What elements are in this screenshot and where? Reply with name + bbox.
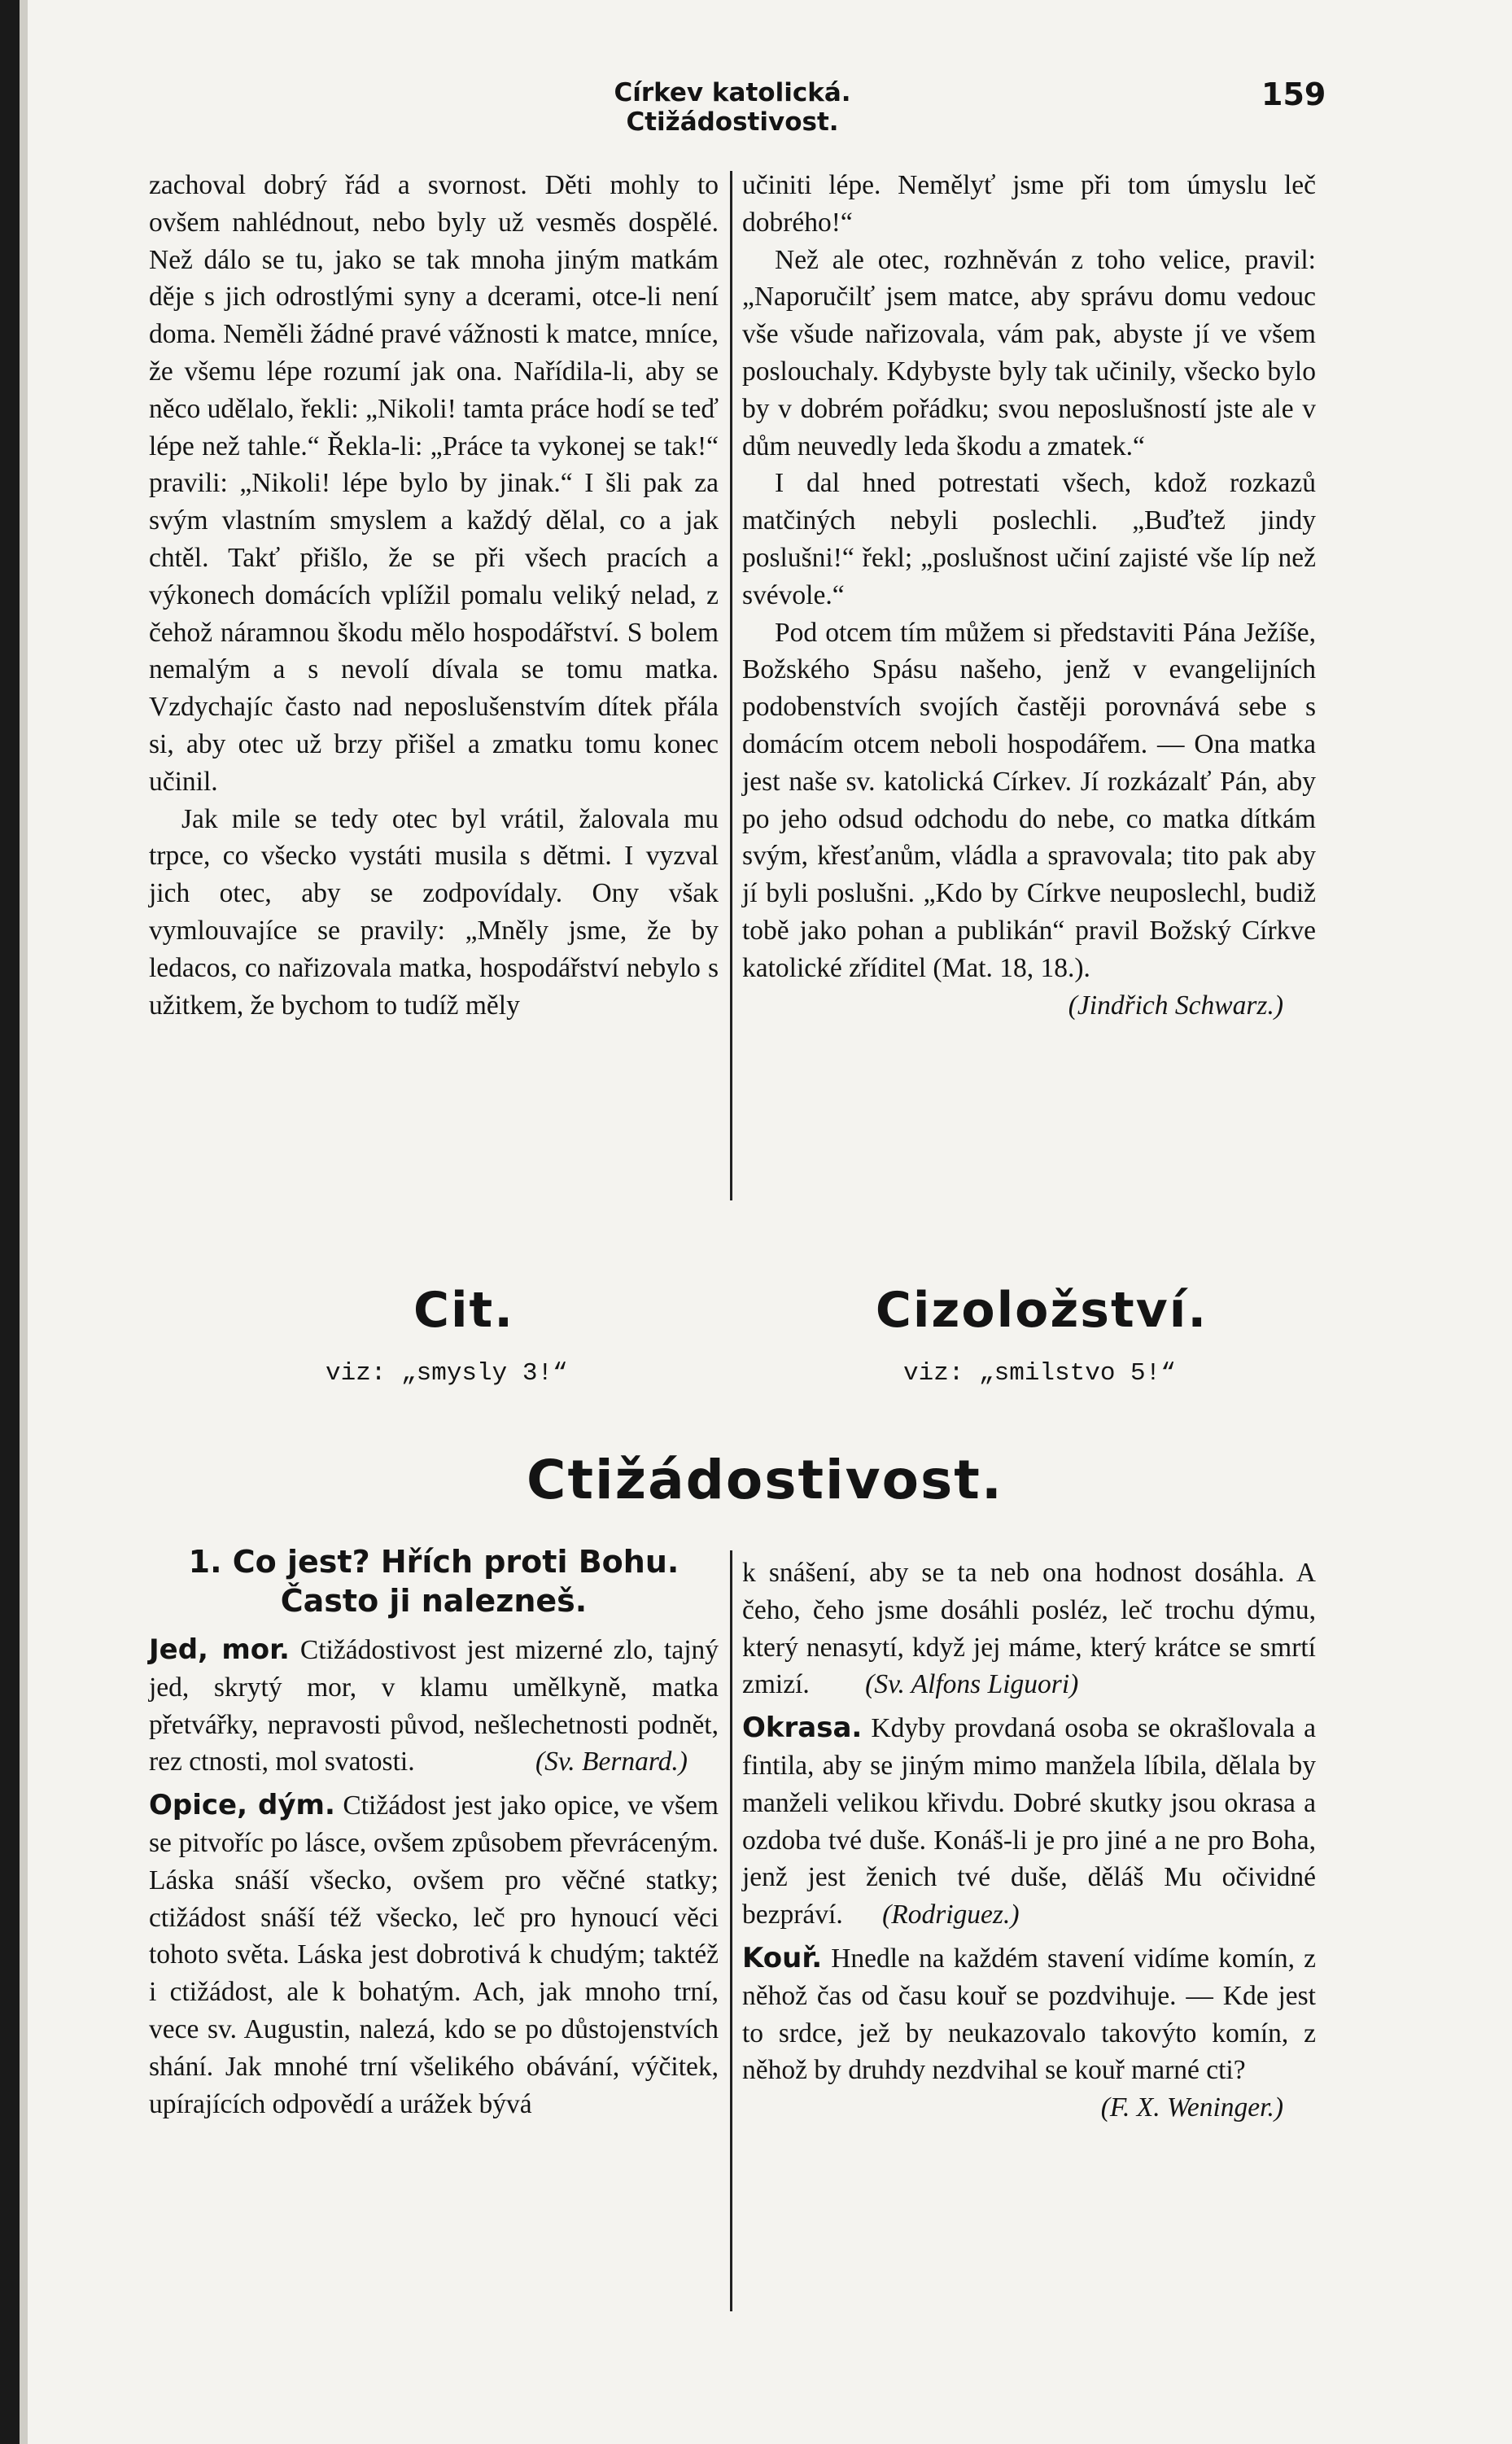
paragraph-text: Kdyby provdaná osoba se okrašlovala a fintila, aby se jiným mimo manžela líbila, dělala by manželi velikou křivdu. Dobré skutky jsou okrasa a ozdoba tvé duše. Konáš-li je pro jiné a ne pro Boha, jenž jest ženich tvé duše, děláš Mu očividné bezpráví.	[742, 1713, 1317, 1930]
keyword: Okrasa.	[742, 1712, 863, 1745]
cross-reference-cizolozstvi: viz: „smilstvo 5!“	[903, 1359, 1176, 1388]
entry-heading-cit: Cit.	[413, 1282, 515, 1339]
paragraph-text: Ctižádostivost jest mizerné zlo, tajný jed, skrytý mor, v klamu umělkyně, matka přetvářky, nepravosti původ, nešlechetnosti podnět, rez ctnosti, mol svatosti.	[149, 1635, 719, 1777]
page-gutter	[20, 0, 28, 2444]
paragraph-text: Ctižádost jest jako opice, ve všem se pitvoříc po lásce, ovšem způsobem převráceným. Láska snáší všecko, ovšem pro věčné statky; ctižádost snáší též všecko, leč pro hynoucí věci tohoto světa. Láska jest dobrotivá k chudým; taktéž i ctižádost, ale k bohatým. Ach, jak mnoho trní, vece sv. Augustin, nalezá, kdo se po důstojenstvích shání. Jak mnohé trní všelikého obávání, výčitek, upírajících odpovědí a urážek bývá	[149, 1790, 719, 2119]
keyword: Opice, dým.	[149, 1789, 335, 1822]
cross-reference-cit: viz: „smysly 3!“	[326, 1359, 568, 1388]
keyword: Jed, mor.	[149, 1633, 290, 1666]
paragraph	[742, 1940, 1316, 2089]
paragraph-text: k snášení, aby se ta neb ona hodnost dosáhla. A čeho, čeho jsme dosáhli posléz, leč trochu dýmu, který nenasytí, když jej máme, který krátce se smrtí zmizí.	[742, 1558, 1316, 1700]
paragraph	[149, 1632, 719, 1781]
paragraph-text: Hnedle na každém stavení vidíme komín, z něhož čas od času kouř se pozdvihuje. — Kde jest to srdce, jež by neukazovalo takovýto komín, z něhož by druhdy nezdvihal se kouř marné cti?	[742, 1943, 1316, 2086]
page-number: 159	[1261, 77, 1326, 112]
column-top-left	[149, 167, 719, 1024]
paragraph	[742, 1554, 1316, 1703]
page-binding-edge	[0, 0, 20, 2444]
paragraph: učiniti lépe. Nemělyť jsme při tom úmyslu leč dobrého!“	[742, 170, 1316, 238]
paragraph: Pod otcem tím můžem si představiti Pána Ježíše, Božského Spásu našeho, jenž v evangelijních podobenstvích svojích častěji porovnává sebe s domácím otcem neboli hospodářem. — Ona matka jest naše sv. katolická Církev. Jí rozkázalť Pán, aby po jeho odsud odchodu do nebe, co matka dítkám svým, křesťanům, vládla a spravovala; tito pak aby jí byli poslušni. „Kdo by Církve neuposlechl, budiž tobě jako pohan a publikán“ pravil Božský Církve katolické zříditel (Mat. 18, 18.).	[742, 617, 1316, 983]
column-bottom-right	[742, 1554, 1316, 2127]
keyword: Kouř.	[742, 1941, 823, 1974]
column-divider	[730, 1550, 732, 2311]
author-signature: (Jindřich Schwarz.)	[1068, 990, 1283, 1021]
entry-heading-ctizadostivost: Ctižádostivost.	[527, 1449, 1003, 1511]
author-signature: (F. X. Weninger.)	[1100, 2092, 1283, 2123]
section-heading	[149, 1542, 719, 1620]
author-signature: (Sv. Bernard.)	[535, 1747, 688, 1777]
paragraph: Jak mile se tedy otec byl vrátil, žalovala mu trpce, co všecko vystáti musila s dětmi. I vyzval jich otec, aby se zodpovídaly. Ony však vymlouvajíce se pravily: „Mněly jsme, že by ledacos, co nařizovala matka, hospodářství nebylo s užitkem, že bychom to tudíž měly	[149, 803, 719, 1021]
entry-heading-cizolozstvi: Cizoložství.	[875, 1282, 1208, 1339]
column-top-right	[742, 167, 1316, 1024]
paragraph	[149, 1787, 719, 2123]
column-bottom-left	[149, 1542, 719, 2123]
column-divider	[730, 171, 732, 1200]
author-signature: (Rodriguez.)	[882, 1900, 1020, 1930]
section-heading-line: Často ji nalezneš.	[280, 1583, 588, 1619]
paragraph: Než ale otec, rozhněván z toho velice, pravil: „Naporučilť jsem matce, aby správu domu vedouc vše všude nařizovala, vám pak, abyste jí ve všem poslouchaly. Kdybyste byly tak učinily, všecko bylo by v dobrém pořádku; svou neposlušností jste ale v dům neuvedly leda škodu a zmatek.“	[742, 244, 1316, 461]
paragraph: zachoval dobrý řád a svornost. Děti mohly to ovšem nahlédnout, nebo byly už vesměs dospělé. Než dálo se tu, jako se tak mnoha jiným matkám děje s jich odrostlými syny a dcerami, otce-li není doma. Neměli žádné pravé vážnosti k matce, mníce, že všemu lépe rozumí jak ona. Nařídila-li, aby se něco udělalo, řekli: „Nikoli! tamta práce hodí se teď lépe než tahle.“ Řekla-li: „Práce ta vykonej se tak!“ pravili: „Nikoli! lépe bylo by jinak.“ I šli pak za svým vlastním smyslem a každý dělal, co a jak chtěl. Takť přišlo, že se při všech pracích a výkonech domácích vplížil pomalu veliký nelad, z čehož náramnou škodu mělo hospodářství. S bolem nemalým a s nevolí dívala se tomu matka. Vzdychajíc často nad neposlušenstvím dítek přála si, aby otec už brzy přišel a zmatku tomu konec učinil.	[149, 170, 719, 797]
paragraph	[742, 1710, 1316, 1934]
section-heading-line: 1. Co jest? Hřích proti Bohu.	[188, 1544, 680, 1580]
author-signature: (Sv. Alfons Liguori)	[865, 1669, 1079, 1700]
running-title: Církev katolická. Ctižádostivost.	[614, 78, 851, 137]
paragraph: I dal hned potrestati všech, kdož rozkazů matčiných nebyli poslechli. „Buďtež jindy poslušni!“ řekl; „poslušnost učiní zajisté vše líp než svévole.“	[742, 468, 1316, 610]
